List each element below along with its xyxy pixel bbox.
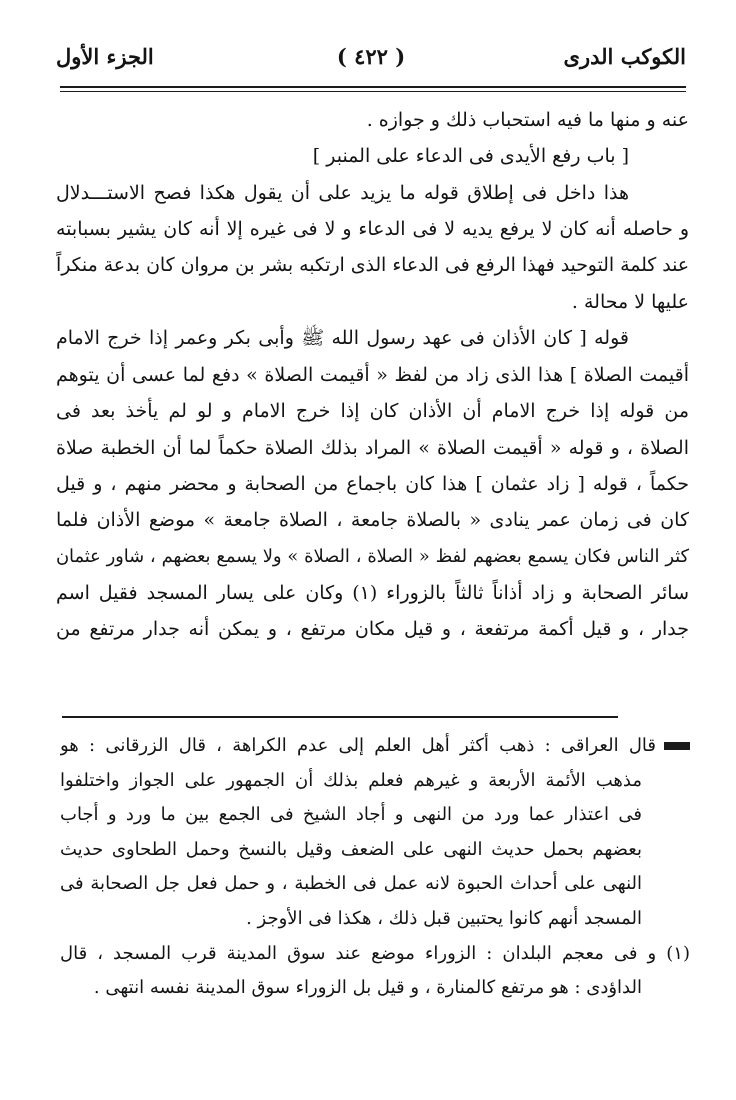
- header-rule-thick: [60, 86, 686, 88]
- page-number: ( ٤٢٢ ): [336, 44, 406, 69]
- main-text: [56, 102, 689, 648]
- footnote-line: [60, 729, 690, 764]
- text-line-content: عنه و منها ما فيه استحباب ذلك و جوازه .: [366, 109, 689, 131]
- footnotes: [60, 729, 690, 1006]
- text-line: [56, 393, 689, 429]
- text-line: [56, 539, 689, 575]
- text-line-content: كان فى زمان عمر ينادى « بالصلاة جامعة ، الصلاة جامعة » موضع الأذان فلما: [56, 509, 689, 532]
- footnote-line-content: قال العراقى : ذهب أكثر أهل العلم إلى عدم الكراهة ، قال الزرقانى : هو: [60, 735, 656, 756]
- footnote-line-content: الداؤدى : هو مرتفع كالمنارة ، و قيل بل الزوراء سوق المدينة نفسه انتهى .: [93, 977, 642, 999]
- footnote-line: [60, 798, 690, 833]
- text-line-content: من قوله إذا خرج الامام أن الأذان كان إذا خرج الامام و لو لم يأخذ بعد فى: [56, 400, 689, 423]
- text-line: [56, 430, 689, 466]
- page-header: [56, 38, 686, 78]
- footnote-line-content: بعضهم بحمل حديث النهى على الضعف وقيل بالنسخ وحمل الطحاوى حديث: [60, 838, 642, 860]
- text-line: [56, 102, 689, 138]
- text-line: [56, 357, 689, 393]
- text-line-content: و حاصله أنه كان لا يرفع يديه لا فى الدعاء و لا فى غيره إلا أنه كان يشير بسبابته: [56, 218, 689, 241]
- text-line-content: حكماً ، قوله [ زاد عثمان ] هذا كان باجماع من الصحابة و محضر منهم ، و قيل: [56, 472, 689, 495]
- continuation-dash-icon: [664, 742, 690, 750]
- footnote-line: [60, 971, 690, 1006]
- volume-label: الجزء الأول: [56, 44, 154, 69]
- footnote-line-content: (١) و فى معجم البلدان : الزوراء موضع عند سوق المدينة قرب المسجد ، قال: [60, 942, 690, 964]
- footnote-line: [60, 937, 690, 972]
- text-line: [56, 284, 689, 320]
- book-title: الكوكب الدرى: [563, 44, 686, 69]
- text-line: [56, 502, 689, 538]
- footnote-line-content: مذهب الأئمة الأربعة و غيرهم فعلم بذلك أن الجمهور على الجواز واختلفوا: [60, 769, 642, 791]
- chapter-heading: [56, 138, 689, 174]
- footnote-line: [60, 902, 690, 937]
- footnote-line-content: النهى على أحداث الحبوة لانه عمل فى الخطبة ، و حمل فعل جل الصحابة فى: [60, 873, 642, 895]
- text-line-content: هذا داخل فى إطلاق قوله ما يزيد على أن يقول هكذا فصح الاستـــدلال: [56, 181, 629, 204]
- footnote-line: [60, 867, 690, 902]
- text-line: [56, 211, 689, 247]
- header-rule-thin: [60, 91, 686, 92]
- text-line: [56, 175, 689, 211]
- footnote-line-content: فى اعتذار عما ورد من النهى و أجاد الشيخ فى الجمع بين ما ورد و أجاب: [60, 804, 642, 826]
- footnote-line: [60, 833, 690, 868]
- text-line-content: عند كلمة التوحيد فهذا الرفع فى الدعاء الذى ارتكبه بشر بن مروان كان بدعة منكراً: [56, 254, 689, 276]
- footnote-line-content: المسجد أنهم كانوا يحتبين قبل ذلك ، هكذا فى الأوجز .: [246, 907, 642, 929]
- footnote-line: [60, 764, 690, 799]
- text-line: [56, 320, 689, 356]
- text-line: [56, 611, 689, 647]
- text-line-content: كثر الناس فكان يسمع بعضهم لفظ « الصلاة ، الصلاة » ولا يسمع بعضهم ، شاور عثمان: [56, 546, 689, 567]
- text-line-content: قوله [ كان الأذان فى عهد رسول الله ﷺ وأبى بكر وعمر إذا خرج الامام: [56, 327, 629, 350]
- text-line-content: الصلاة ، و قوله « أقيمت الصلاة » المراد بذلك الصلاة حكماً لما أن الخطبة صلاة: [56, 436, 689, 459]
- text-line: [56, 248, 689, 284]
- footnote-separator: [62, 716, 618, 718]
- text-line-content: عليها لا محالة .: [571, 290, 689, 313]
- text-line: [56, 575, 689, 611]
- text-line-content: أقيمت الصلاة ] هذا الذى زاد من لفظ « أقيمت الصلاة » دفع لما عسى أن يتوهم: [56, 363, 689, 386]
- text-line: [56, 466, 689, 502]
- text-line-content: جدار ، و قيل أكمة مرتفعة ، و قيل مكان مرتفع ، و يمكن أنه جدار مرتفع من: [56, 618, 689, 641]
- text-line-content: سائر الصحابة و زاد أذاناً ثالثاً بالزوراء (١) وكان على يسار المسجد فقيل اسم: [56, 582, 689, 605]
- text-line-content: [ باب رفع الأيدى فى الدعاء على المنبر ]: [312, 145, 629, 168]
